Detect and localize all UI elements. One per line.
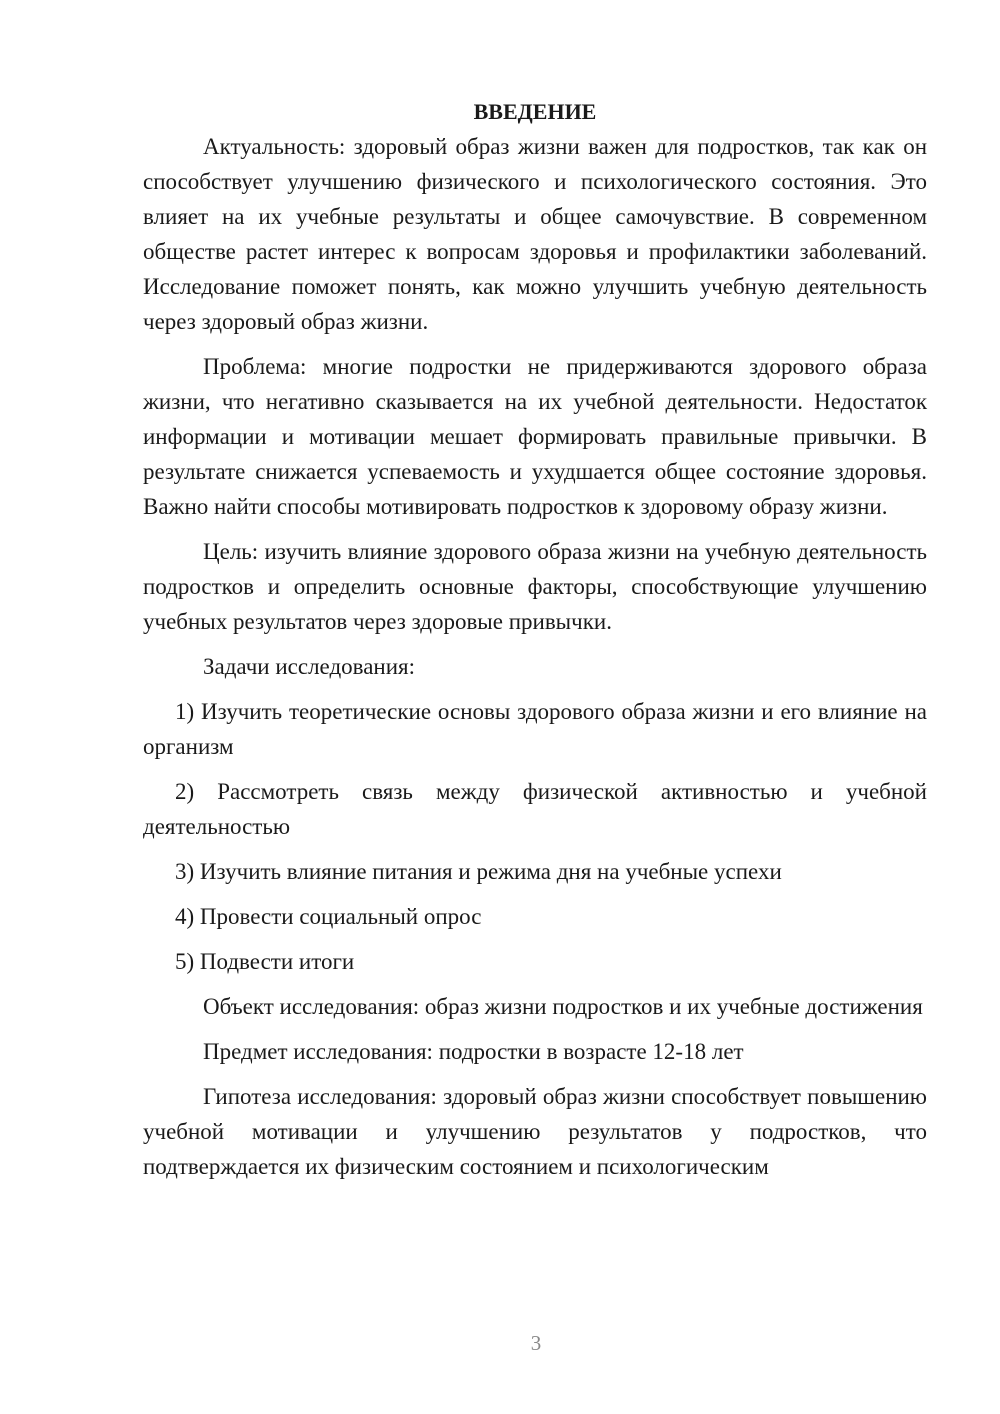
subject-paragraph: Предмет исследования: подростки в возрасте 12-18 лет: [203, 1039, 744, 1064]
task-item-5: 5) Подвести итоги: [175, 949, 355, 974]
task-item-4: 4) Провести социальный опрос: [175, 904, 482, 929]
object-paragraph: Объект исследования: образ жизни подростков и их учебные достижения: [203, 994, 923, 1019]
tasks-heading: Задачи исследования:: [203, 654, 416, 679]
task-item-3: 3) Изучить влияние питания и режима дня на учебные успехи: [175, 859, 782, 884]
relevance-paragraph: Актуальность: здоровый образ жизни важен для подростков, так как он способствует улучшению физического и психологического состояния. Это влияет на их учебные результаты и общее самочувствие. В современном обществе растет интерес к вопросам здоровья и профилактики заболеваний. Исследование поможет понять, как можно улучшить учебную деятельность через здоровый образ жизни.: [143, 134, 927, 334]
page-number: 3: [530, 1331, 542, 1355]
task-item-1: 1) Изучить теоретические основы здорового образа жизни и его влияние на организм: [143, 699, 927, 759]
page-content: [143, 94, 927, 1184]
hypothesis-paragraph: Гипотеза исследования: здоровый образ жизни способствует повышению учебной мотивации и улучшению результатов у подростков, что подтверждается их физическим состоянием и психологическим: [143, 1084, 927, 1179]
task-item-2: 2) Рассмотреть связь между физической активностью и учебной деятельностью: [143, 779, 927, 839]
section-title: ВВЕДЕНИЕ: [473, 99, 597, 124]
goal-paragraph: Цель: изучить влияние здорового образа жизни на учебную деятельность подростков и определить основные факторы, способствующие улучшению учебных результатов через здоровые привычки.: [143, 539, 927, 634]
problem-paragraph: Проблема: многие подростки не придерживаются здорового образа жизни, что негативно сказывается на их учебной деятельности. Недостаток информации и мотивации мешает формировать правильные привычки. В результате снижается успеваемость и ухудшается общее состояние здоровья. Важно найти способы мотивировать подростков к здоровому образу жизни.: [143, 354, 927, 519]
